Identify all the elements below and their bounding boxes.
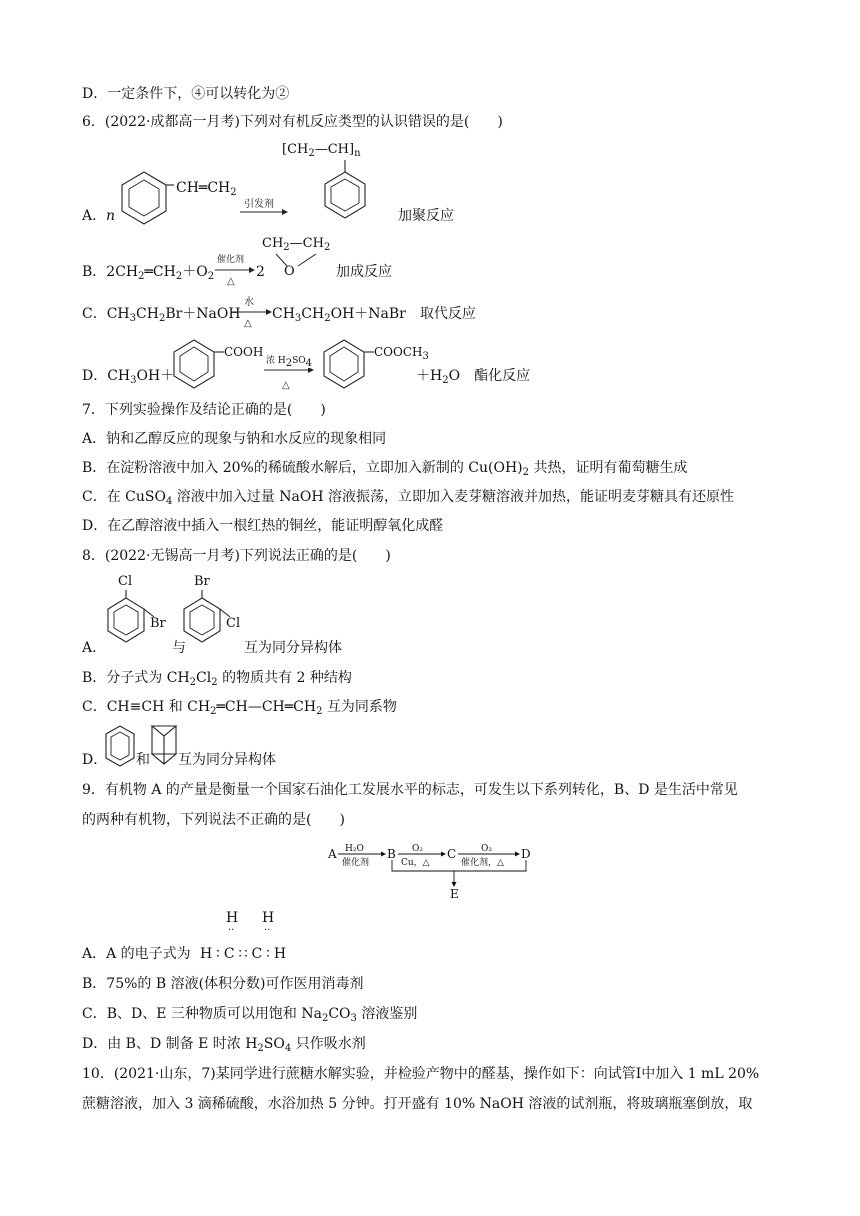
q9-ab-top: H₂O bbox=[345, 844, 364, 854]
q6b-catalyst: 催化剂 bbox=[217, 255, 245, 265]
q8-stem: 8．(2022·无锡高一月考)下列说法正确的是( ) bbox=[82, 548, 391, 564]
q10-line-2: 蔗糖溶液，加入 3 滴稀硫酸，水浴加热 5 分钟。打开盛有 10% NaOH 溶液的试剂瓶，将玻璃瓶塞倒放，取 bbox=[82, 1096, 753, 1112]
q9-cd-bottom: 催化剂，△ bbox=[461, 858, 504, 868]
q9-option-c: C．B、D、E 三种物质可以用饱和 $Na_2CO_3$ 溶液鉴别 bbox=[82, 1006, 418, 1024]
q8a-cl-1: Cl bbox=[118, 574, 133, 589]
q8a-br-1: Br bbox=[150, 616, 166, 631]
q6d-heat: △ bbox=[282, 380, 290, 391]
q6b-epoxide-bonds bbox=[272, 252, 322, 270]
q5-option-d: D．一定条件下，④可以转化为② bbox=[82, 86, 290, 102]
q6c-heat: △ bbox=[244, 318, 252, 329]
q9-option-b: B．75%的 B 溶液(体积分数)可作医用消毒剂 bbox=[82, 976, 364, 992]
q9-reaction-scheme bbox=[326, 838, 536, 900]
q6d-benzoic-ring bbox=[168, 336, 224, 392]
q10-line-1: 10．(2021·山东，7)某同学进行蔗糖水解实验，并检验产物中的醛基，操作如下：向试管Ⅰ中加入 1 mL 20% bbox=[82, 1066, 760, 1082]
q7-option-a: A．钠和乙醇反应的现象与钠和水反应的现象相同 bbox=[82, 431, 387, 447]
q6a-prefix: A． bbox=[82, 208, 107, 224]
q8a-br-2: Br bbox=[194, 574, 210, 589]
q6d-left: D．$CH_3OH+$ bbox=[82, 368, 175, 386]
q8d-prefix: D． bbox=[82, 752, 108, 768]
q6c-left: C．$CH_3CH_2Br+NaOH$ bbox=[82, 306, 241, 324]
q8d-benzene bbox=[104, 724, 136, 770]
q6a-polymer: $[CH_2—CH]_n$ bbox=[282, 142, 361, 159]
q9-node-e: E bbox=[450, 887, 459, 900]
q6c-arrow bbox=[230, 296, 272, 330]
q8a-with: 与 bbox=[172, 640, 186, 656]
q6c-right: $CH_3CH_2OH+NaBr$ 取代反应 bbox=[272, 306, 476, 324]
q6d-cooch3: $COOCH_3$ bbox=[374, 345, 429, 362]
q9a-electron-formula: H∶C∷C∶H bbox=[200, 946, 291, 962]
q6-stem: 6．(2022·成都高一月考)下列对有机反应类型的认识错误的是( ) bbox=[82, 114, 503, 130]
q6b-epoxide-top: $CH_2—CH_2$ bbox=[262, 236, 331, 253]
q6a-catalyst: 引发剂 bbox=[244, 199, 274, 210]
q6b-product-coef: 2 bbox=[256, 264, 265, 280]
q7-option-d: D．在乙醇溶液中插入一根红热的铜丝，能证明醇氧化成醛 bbox=[82, 518, 444, 534]
q9-stem-line-2: 的两种有机物，下列说法不正确的是( ) bbox=[82, 812, 345, 828]
q8d-prismane bbox=[150, 722, 180, 768]
q6d-right: $+H_2O$ 酯化反应 bbox=[416, 368, 531, 386]
q6a-coefficient: n bbox=[106, 208, 116, 224]
q8a-tail: 互为同分异构体 bbox=[244, 640, 342, 656]
q8-option-b: B．分子式为 $CH_2Cl_2$ 的物质共有 2 种结构 bbox=[82, 670, 352, 688]
q7-option-b: B．在淀粉溶液中加入 20%的稀硫酸水解后，立即加入新制的 $Cu(OH)_2$ 共热，证明有葡萄糖生成 bbox=[82, 460, 688, 478]
q9a-top-h-2: H bbox=[262, 910, 275, 926]
q6b-reaction-type: 加成反应 bbox=[336, 264, 392, 280]
q7-stem: 7．下列实验操作及结论正确的是( ) bbox=[82, 402, 326, 418]
q9-node-c: C bbox=[447, 847, 457, 861]
q6c-water: 水 bbox=[244, 297, 254, 308]
q9a-prefix: A．A 的电子式为 bbox=[82, 946, 191, 962]
q6a-benzene-ring bbox=[114, 168, 174, 230]
q9-bc-bottom: Cu，△ bbox=[401, 858, 430, 868]
q9a-dots-2: ·· bbox=[264, 925, 271, 936]
q7-option-c: C．在 CuSO$_4$ 溶液中加入过量 NaOH 溶液振荡，立即加入麦芽糖溶液并加热，能证明麦芽糖具有还原性 bbox=[82, 489, 734, 507]
q6d-cooh: COOH bbox=[224, 345, 264, 359]
q9-node-d: D bbox=[521, 847, 531, 861]
q8-option-c: C．CH≡CH 和 $CH_2═CH—CH═CH_2$ 互为同系物 bbox=[82, 699, 397, 717]
q8d-tail: 互为同分异构体 bbox=[178, 752, 276, 768]
q6d-arrow bbox=[264, 368, 316, 392]
q6b-arrow bbox=[213, 252, 255, 288]
q8d-and: 和 bbox=[136, 752, 150, 768]
q6a-arrow bbox=[238, 198, 288, 218]
q6a-polymer-ring bbox=[320, 160, 370, 224]
q9-ab-bottom: 催化剂 bbox=[342, 858, 370, 868]
q9-node-b: B bbox=[387, 847, 396, 861]
q9-option-d: D．由 B、D 制备 E 时浓 $H_2SO_4$ 只作吸水剂 bbox=[82, 1036, 366, 1054]
q6a-vinyl: $CH═CH_2$ bbox=[176, 180, 237, 198]
q6b-epoxide-oxygen: O bbox=[284, 264, 295, 279]
q6a-reaction-type: 加聚反应 bbox=[398, 208, 454, 224]
q9-node-a: A bbox=[328, 847, 337, 861]
q9a-dots-1: ·· bbox=[228, 925, 235, 936]
q6b-equation: B．$2CH_2═CH_2+O_2$ bbox=[82, 264, 215, 282]
q9a-top-h-1: H bbox=[226, 910, 239, 926]
q9-cd-top: O₂ bbox=[481, 844, 492, 854]
q6d-ester-ring bbox=[318, 336, 374, 392]
q9-stem-line-1: 9．有机物 A 的产量是衡量一个国家石油化工发展水平的标志，可发生以下系列转化，B、D 是生活中常见 bbox=[82, 782, 738, 798]
q8a-cl-2: Cl bbox=[226, 616, 241, 631]
q9-bc-top: O₂ bbox=[412, 844, 423, 854]
q6b-heat: △ bbox=[227, 276, 235, 287]
q6d-conc-h2so4: 浓 $H_2SO_4$ bbox=[266, 356, 313, 369]
q8a-prefix: A． bbox=[82, 640, 107, 656]
